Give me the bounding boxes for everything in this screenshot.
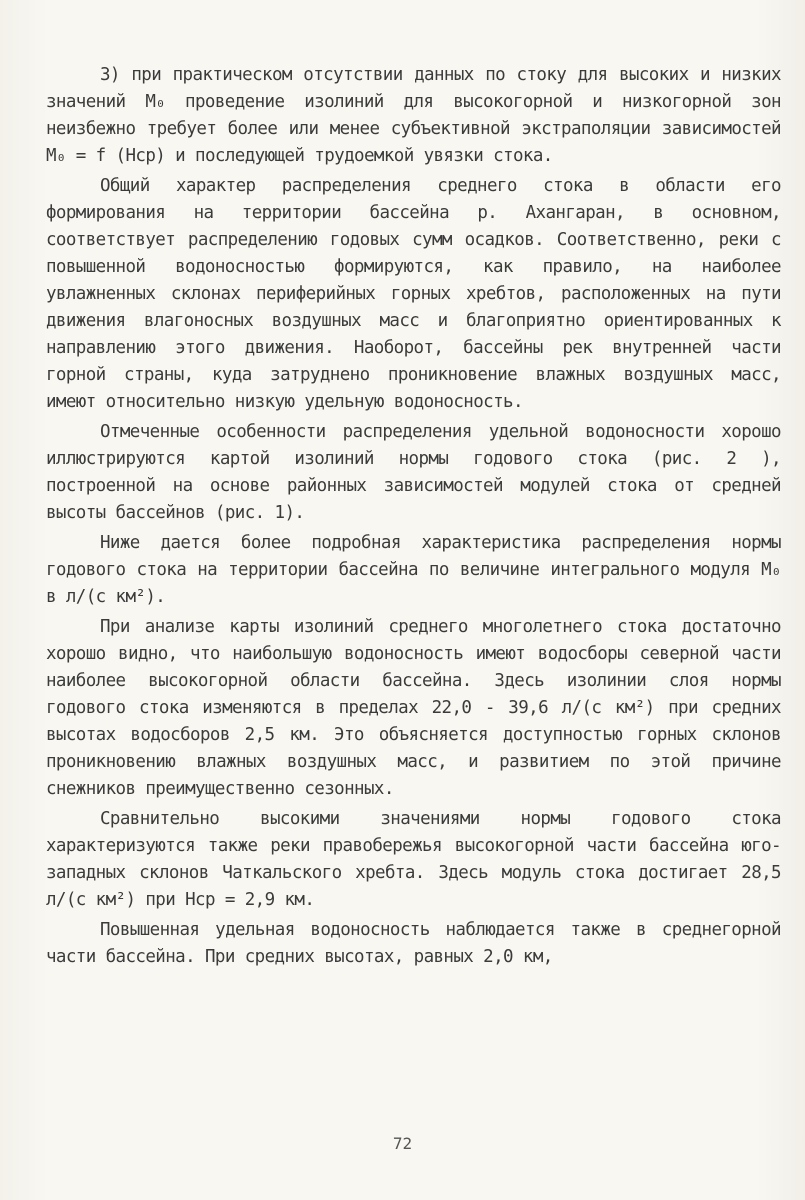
- paragraph-6: Сравнительно высокими значениями нормы годового стока характеризуются также реки правобережья высокогорной части бассейна юго-западных склонов Чаткальского хребта. Здесь модуль стока достигает 28,5 л/(с км²) при Hср = 2,9 км.: [46, 809, 781, 910]
- page-text: [46, 62, 781, 974]
- paragraph-2: Общий характер распределения среднего стока в области его формирования на территории бассейна р. Ахангаран, в основном, соответствует распределению годовых сумм осадков. Соответственно, реки с повышенной водоносностью формируются, как правило, на наиболее увлажненных склонах периферийных горных хребтов, расположенных на пути движения влагоносных воздушных масс и благоприятно ориентированных к направлению этого движения. Наоборот, бассейны рек внутренней части горной страны, куда затруднено проникновение влажных воздушных масс, имеют относительно низкую удельную водоносность.: [46, 176, 781, 412]
- paragraph-4: Ниже дается более подробная характеристика распределения нормы годового стока на территории бассейна по величине интегрального модуля M₀ в л/(с км²).: [46, 533, 781, 607]
- paragraph-5: При анализе карты изолиний среднего многолетнего стока достаточно хорошо видно, что наибольшую водоносность имеют водосборы северной части наиболее высокогорной области бассейна. Здесь изолинии слоя нормы годового стока изменяются в пределах 22,0 - 39,6 л/(с км²) при средних высотах водосборов 2,5 км. Это объясняется доступностью горных склонов проникновению влажных воздушных масс, и развитием по этой причине снежников преимущественно сезонных.: [46, 617, 781, 799]
- paragraph-1: 3) при практическом отсутствии данных по стоку для высоких и низких значений M₀ проведение изолиний для высокогорной и низкогорной зон неизбежно требует более или менее субъективной экстраполяции зависимостей M₀ = f (Hср) и последующей трудоемкой увязки стока.: [46, 65, 781, 166]
- page-number: 72: [392, 1134, 413, 1153]
- paragraph-3: Отмеченные особенности распределения удельной водоносности хорошо иллюстрируются картой изолиний нормы годового стока (рис. 2 ), построенной на основе районных зависимостей модулей стока от средней высоты бассейнов (рис. 1).: [46, 422, 781, 523]
- paragraph-7: Повышенная удельная водоносность наблюдается также в среднегорной части бассейна. При средних высотах, равных 2,0 км,: [46, 920, 781, 967]
